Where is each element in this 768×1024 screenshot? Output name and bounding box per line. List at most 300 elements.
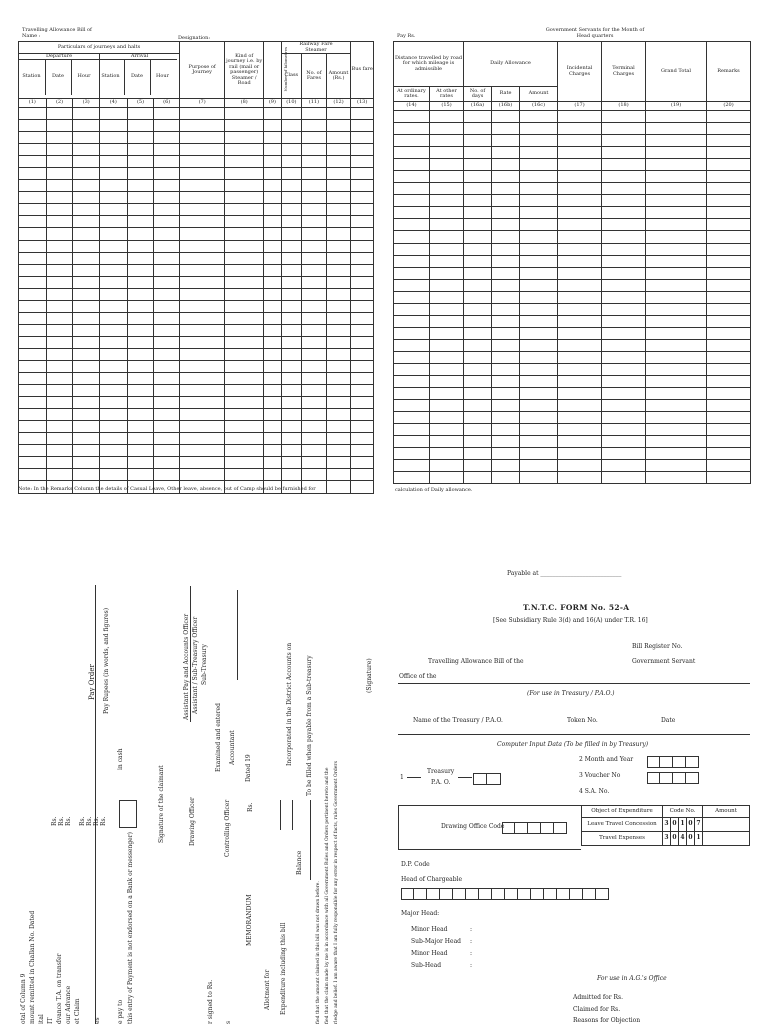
table-cell[interactable] xyxy=(464,123,492,135)
table-cell[interactable] xyxy=(602,327,646,339)
table-cell[interactable] xyxy=(430,135,464,147)
table-cell[interactable] xyxy=(154,445,180,457)
table-cell[interactable] xyxy=(520,315,558,327)
table-cell[interactable] xyxy=(430,183,464,195)
table-cell[interactable] xyxy=(225,397,264,409)
table-cell[interactable] xyxy=(154,132,180,144)
table-cell[interactable] xyxy=(73,312,100,324)
table-cell[interactable] xyxy=(127,192,154,204)
table-cell[interactable] xyxy=(602,460,646,472)
head-box[interactable] xyxy=(414,888,427,900)
table-cell[interactable] xyxy=(19,288,47,300)
table-cell[interactable] xyxy=(351,192,374,204)
head-box[interactable] xyxy=(518,888,531,900)
table-cell[interactable] xyxy=(351,204,374,216)
table-cell[interactable] xyxy=(73,144,100,156)
table-cell[interactable] xyxy=(264,288,281,300)
table-cell[interactable] xyxy=(602,315,646,327)
table-cell[interactable] xyxy=(394,472,430,484)
table-cell[interactable] xyxy=(180,312,225,324)
table-cell[interactable] xyxy=(394,207,430,219)
table-cell[interactable] xyxy=(394,159,430,171)
table-cell[interactable] xyxy=(180,204,225,216)
table-cell[interactable] xyxy=(46,228,73,240)
table-cell[interactable] xyxy=(281,120,302,132)
table-cell[interactable] xyxy=(100,385,128,397)
table-cell[interactable] xyxy=(351,252,374,264)
table-cell[interactable] xyxy=(73,192,100,204)
table-cell[interactable] xyxy=(558,231,602,243)
table-cell[interactable] xyxy=(646,388,707,400)
table-cell[interactable] xyxy=(602,243,646,255)
table-cell[interactable] xyxy=(492,171,520,183)
table-cell[interactable] xyxy=(326,168,351,180)
table-cell[interactable] xyxy=(351,168,374,180)
table-cell[interactable] xyxy=(464,291,492,303)
table-cell[interactable] xyxy=(264,252,281,264)
table-cell[interactable] xyxy=(100,324,128,336)
table-cell[interactable] xyxy=(264,433,281,445)
table-cell[interactable] xyxy=(281,240,302,252)
table-cell[interactable] xyxy=(602,291,646,303)
table-cell[interactable] xyxy=(19,385,47,397)
table-cell[interactable] xyxy=(558,327,602,339)
table-cell[interactable] xyxy=(100,445,128,457)
table-cell[interactable] xyxy=(351,336,374,348)
table-cell[interactable] xyxy=(225,360,264,372)
table-cell[interactable] xyxy=(46,421,73,433)
table-cell[interactable] xyxy=(46,276,73,288)
table-cell[interactable] xyxy=(430,388,464,400)
head-box[interactable] xyxy=(401,888,414,900)
table-cell[interactable] xyxy=(127,204,154,216)
table-cell[interactable] xyxy=(351,481,374,493)
table-cell[interactable] xyxy=(492,327,520,339)
table-cell[interactable] xyxy=(180,108,225,120)
table-cell[interactable] xyxy=(264,276,281,288)
table-cell[interactable] xyxy=(154,216,180,228)
table-cell[interactable] xyxy=(225,288,264,300)
table-cell[interactable] xyxy=(127,348,154,360)
table-cell[interactable] xyxy=(558,400,602,412)
table-cell[interactable] xyxy=(73,457,100,469)
table-cell[interactable] xyxy=(225,156,264,168)
table-cell[interactable] xyxy=(19,240,47,252)
table-cell[interactable] xyxy=(351,216,374,228)
table-cell[interactable] xyxy=(520,424,558,436)
table-cell[interactable] xyxy=(73,348,100,360)
table-cell[interactable] xyxy=(225,457,264,469)
table-cell[interactable] xyxy=(100,144,128,156)
table-cell[interactable] xyxy=(19,216,47,228)
table-cell[interactable] xyxy=(281,348,302,360)
table-cell[interactable] xyxy=(302,180,327,192)
table-cell[interactable] xyxy=(492,376,520,388)
table-cell[interactable] xyxy=(326,192,351,204)
table-cell[interactable] xyxy=(100,360,128,372)
table-cell[interactable] xyxy=(154,312,180,324)
table-cell[interactable] xyxy=(646,123,707,135)
table-cell[interactable] xyxy=(646,460,707,472)
table-cell[interactable] xyxy=(100,216,128,228)
table-cell[interactable] xyxy=(180,300,225,312)
table-cell[interactable] xyxy=(351,264,374,276)
table-cell[interactable] xyxy=(707,351,751,363)
table-cell[interactable] xyxy=(127,300,154,312)
table-cell[interactable] xyxy=(602,472,646,484)
table-cell[interactable] xyxy=(100,433,128,445)
table-cell[interactable] xyxy=(394,195,430,207)
table-cell[interactable] xyxy=(351,385,374,397)
table-cell[interactable] xyxy=(558,219,602,231)
table-cell[interactable] xyxy=(302,168,327,180)
table-cell[interactable] xyxy=(492,279,520,291)
table-cell[interactable] xyxy=(100,132,128,144)
table-cell[interactable] xyxy=(73,360,100,372)
table-cell[interactable] xyxy=(464,195,492,207)
table-cell[interactable] xyxy=(394,183,430,195)
treasury-boxes[interactable] xyxy=(473,770,501,789)
table-cell[interactable] xyxy=(225,324,264,336)
table-cell[interactable] xyxy=(707,400,751,412)
table-cell[interactable] xyxy=(646,436,707,448)
table-cell[interactable] xyxy=(46,240,73,252)
table-cell[interactable] xyxy=(73,228,100,240)
table-cell[interactable] xyxy=(520,436,558,448)
table-cell[interactable] xyxy=(264,324,281,336)
table-cell[interactable] xyxy=(394,255,430,267)
table-cell[interactable] xyxy=(154,264,180,276)
table-cell[interactable] xyxy=(520,195,558,207)
table-cell[interactable] xyxy=(492,448,520,460)
table-cell[interactable] xyxy=(281,457,302,469)
table-cell[interactable] xyxy=(464,159,492,171)
head-box[interactable] xyxy=(466,888,479,900)
table-cell[interactable] xyxy=(646,315,707,327)
table-cell[interactable] xyxy=(19,433,47,445)
table-cell[interactable] xyxy=(264,168,281,180)
table-cell[interactable] xyxy=(520,147,558,159)
table-cell[interactable] xyxy=(326,433,351,445)
table-cell[interactable] xyxy=(707,195,751,207)
table-cell[interactable] xyxy=(464,472,492,484)
table-cell[interactable] xyxy=(602,363,646,375)
table-cell[interactable] xyxy=(430,351,464,363)
table-cell[interactable] xyxy=(646,159,707,171)
table-cell[interactable] xyxy=(73,336,100,348)
table-cell[interactable] xyxy=(602,171,646,183)
table-cell[interactable] xyxy=(154,288,180,300)
table-cell[interactable] xyxy=(351,276,374,288)
table-cell[interactable] xyxy=(281,252,302,264)
table-cell[interactable] xyxy=(430,219,464,231)
table-cell[interactable] xyxy=(394,351,430,363)
table-cell[interactable] xyxy=(492,424,520,436)
table-cell[interactable] xyxy=(127,132,154,144)
table-cell[interactable] xyxy=(127,336,154,348)
table-cell[interactable] xyxy=(302,120,327,132)
table-cell[interactable] xyxy=(326,397,351,409)
table-cell[interactable] xyxy=(73,421,100,433)
table-cell[interactable] xyxy=(492,351,520,363)
table-cell[interactable] xyxy=(19,360,47,372)
table-cell[interactable] xyxy=(464,376,492,388)
table-cell[interactable] xyxy=(281,445,302,457)
table-cell[interactable] xyxy=(464,436,492,448)
table-cell[interactable] xyxy=(492,195,520,207)
table-cell[interactable] xyxy=(520,448,558,460)
table-cell[interactable] xyxy=(464,363,492,375)
table-cell[interactable] xyxy=(73,433,100,445)
table-cell[interactable] xyxy=(127,385,154,397)
table-cell[interactable] xyxy=(73,409,100,421)
table-cell[interactable] xyxy=(154,433,180,445)
table-cell[interactable] xyxy=(302,144,327,156)
table-cell[interactable] xyxy=(430,207,464,219)
table-cell[interactable] xyxy=(707,231,751,243)
table-cell[interactable] xyxy=(264,132,281,144)
table-cell[interactable] xyxy=(520,327,558,339)
table-cell[interactable] xyxy=(492,472,520,484)
table-cell[interactable] xyxy=(46,204,73,216)
table-cell[interactable] xyxy=(326,204,351,216)
table-cell[interactable] xyxy=(100,264,128,276)
table-cell[interactable] xyxy=(302,300,327,312)
table-cell[interactable] xyxy=(180,469,225,481)
table-cell[interactable] xyxy=(646,171,707,183)
table-cell[interactable] xyxy=(225,228,264,240)
table-cell[interactable] xyxy=(326,108,351,120)
table-cell[interactable] xyxy=(19,445,47,457)
table-cell[interactable] xyxy=(281,360,302,372)
table-cell[interactable] xyxy=(558,388,602,400)
table-cell[interactable] xyxy=(264,204,281,216)
table-cell[interactable] xyxy=(707,207,751,219)
table-cell[interactable] xyxy=(154,336,180,348)
table-cell[interactable] xyxy=(100,120,128,132)
table-cell[interactable] xyxy=(326,445,351,457)
table-cell[interactable] xyxy=(492,255,520,267)
table-cell[interactable] xyxy=(520,207,558,219)
table-cell[interactable] xyxy=(464,243,492,255)
table-cell[interactable] xyxy=(430,448,464,460)
table-cell[interactable] xyxy=(351,156,374,168)
table-cell[interactable] xyxy=(302,288,327,300)
table-cell[interactable] xyxy=(326,252,351,264)
table-cell[interactable] xyxy=(264,312,281,324)
table-cell[interactable] xyxy=(264,360,281,372)
table-cell[interactable] xyxy=(127,457,154,469)
table-cell[interactable] xyxy=(225,336,264,348)
table-cell[interactable] xyxy=(225,180,264,192)
table-cell[interactable] xyxy=(19,192,47,204)
table-cell[interactable] xyxy=(302,469,327,481)
table-cell[interactable] xyxy=(46,264,73,276)
table-cell[interactable] xyxy=(264,264,281,276)
table-cell[interactable] xyxy=(707,303,751,315)
table-cell[interactable] xyxy=(264,180,281,192)
table-cell[interactable] xyxy=(225,373,264,385)
table-cell[interactable] xyxy=(492,219,520,231)
table-cell[interactable] xyxy=(302,373,327,385)
table-cell[interactable] xyxy=(394,267,430,279)
table-cell[interactable] xyxy=(558,412,602,424)
table-cell[interactable] xyxy=(602,231,646,243)
table-cell[interactable] xyxy=(19,409,47,421)
table-cell[interactable] xyxy=(646,267,707,279)
head-box[interactable] xyxy=(570,888,583,900)
table-cell[interactable] xyxy=(264,240,281,252)
table-cell[interactable] xyxy=(127,409,154,421)
table-cell[interactable] xyxy=(225,120,264,132)
table-cell[interactable] xyxy=(646,472,707,484)
table-cell[interactable] xyxy=(707,412,751,424)
table-cell[interactable] xyxy=(646,279,707,291)
table-cell[interactable] xyxy=(264,108,281,120)
table-cell[interactable] xyxy=(100,421,128,433)
table-cell[interactable] xyxy=(264,120,281,132)
table-cell[interactable] xyxy=(394,243,430,255)
table-cell[interactable] xyxy=(19,469,47,481)
table-cell[interactable] xyxy=(180,252,225,264)
table-cell[interactable] xyxy=(558,207,602,219)
table-cell[interactable] xyxy=(180,156,225,168)
table-cell[interactable] xyxy=(281,409,302,421)
table-cell[interactable] xyxy=(492,231,520,243)
table-cell[interactable] xyxy=(180,373,225,385)
table-cell[interactable] xyxy=(326,228,351,240)
table-cell[interactable] xyxy=(73,240,100,252)
table-cell[interactable] xyxy=(492,339,520,351)
table-cell[interactable] xyxy=(326,336,351,348)
table-cell[interactable] xyxy=(326,180,351,192)
table-cell[interactable] xyxy=(558,111,602,123)
head-box[interactable] xyxy=(505,888,518,900)
table-cell[interactable] xyxy=(225,348,264,360)
table-cell[interactable] xyxy=(46,300,73,312)
table-cell[interactable] xyxy=(154,385,180,397)
table-cell[interactable] xyxy=(326,469,351,481)
table-cell[interactable] xyxy=(100,180,128,192)
table-cell[interactable] xyxy=(73,264,100,276)
table-cell[interactable] xyxy=(520,111,558,123)
table-cell[interactable] xyxy=(430,159,464,171)
table-cell[interactable] xyxy=(281,216,302,228)
table-cell[interactable] xyxy=(19,324,47,336)
table-cell[interactable] xyxy=(430,303,464,315)
table-cell[interactable] xyxy=(73,120,100,132)
table-cell[interactable] xyxy=(46,324,73,336)
table-cell[interactable] xyxy=(19,252,47,264)
table-cell[interactable] xyxy=(464,231,492,243)
table-cell[interactable] xyxy=(225,433,264,445)
table-cell[interactable] xyxy=(46,216,73,228)
table-cell[interactable] xyxy=(520,135,558,147)
table-cell[interactable] xyxy=(464,351,492,363)
table-cell[interactable] xyxy=(180,409,225,421)
table-cell[interactable] xyxy=(326,216,351,228)
table-cell[interactable] xyxy=(46,409,73,421)
table-cell[interactable] xyxy=(127,433,154,445)
table-cell[interactable] xyxy=(430,472,464,484)
table-cell[interactable] xyxy=(558,351,602,363)
table-cell[interactable] xyxy=(180,348,225,360)
table-cell[interactable] xyxy=(520,303,558,315)
table-cell[interactable] xyxy=(154,397,180,409)
table-cell[interactable] xyxy=(430,424,464,436)
table-cell[interactable] xyxy=(707,291,751,303)
table-cell[interactable] xyxy=(558,472,602,484)
table-cell[interactable] xyxy=(492,111,520,123)
table-cell[interactable] xyxy=(326,276,351,288)
table-cell[interactable] xyxy=(302,312,327,324)
table-cell[interactable] xyxy=(73,216,100,228)
table-cell[interactable] xyxy=(646,339,707,351)
table-cell[interactable] xyxy=(225,108,264,120)
table-cell[interactable] xyxy=(281,168,302,180)
table-cell[interactable] xyxy=(464,400,492,412)
head-box[interactable] xyxy=(453,888,466,900)
table-cell[interactable] xyxy=(180,276,225,288)
table-cell[interactable] xyxy=(302,397,327,409)
table-cell[interactable] xyxy=(127,180,154,192)
table-cell[interactable] xyxy=(127,445,154,457)
table-cell[interactable] xyxy=(602,207,646,219)
table-cell[interactable] xyxy=(281,108,302,120)
table-cell[interactable] xyxy=(100,228,128,240)
table-cell[interactable] xyxy=(464,183,492,195)
table-cell[interactable] xyxy=(281,204,302,216)
table-cell[interactable] xyxy=(707,243,751,255)
table-cell[interactable] xyxy=(351,132,374,144)
head-box[interactable] xyxy=(596,888,609,900)
table-cell[interactable] xyxy=(520,219,558,231)
table-cell[interactable] xyxy=(520,388,558,400)
signature-box[interactable] xyxy=(119,800,137,828)
table-cell[interactable] xyxy=(46,397,73,409)
table-cell[interactable] xyxy=(225,204,264,216)
table-cell[interactable] xyxy=(46,336,73,348)
table-cell[interactable] xyxy=(430,171,464,183)
table-cell[interactable] xyxy=(646,303,707,315)
table-cell[interactable] xyxy=(492,147,520,159)
table-cell[interactable] xyxy=(707,424,751,436)
table-cell[interactable] xyxy=(492,183,520,195)
table-cell[interactable] xyxy=(646,255,707,267)
table-cell[interactable] xyxy=(602,376,646,388)
table-cell[interactable] xyxy=(281,336,302,348)
table-cell[interactable] xyxy=(46,168,73,180)
table-cell[interactable] xyxy=(492,135,520,147)
table-cell[interactable] xyxy=(558,147,602,159)
table-cell[interactable] xyxy=(326,312,351,324)
table-cell[interactable] xyxy=(464,339,492,351)
table-cell[interactable] xyxy=(351,228,374,240)
table-cell[interactable] xyxy=(302,228,327,240)
table-cell[interactable] xyxy=(154,108,180,120)
table-cell[interactable] xyxy=(602,123,646,135)
table-cell[interactable] xyxy=(154,204,180,216)
table-cell[interactable] xyxy=(394,327,430,339)
table-cell[interactable] xyxy=(46,445,73,457)
table-cell[interactable] xyxy=(100,300,128,312)
table-cell[interactable] xyxy=(520,376,558,388)
table-cell[interactable] xyxy=(602,448,646,460)
table-cell[interactable] xyxy=(326,120,351,132)
table-cell[interactable] xyxy=(264,457,281,469)
table-cell[interactable] xyxy=(394,400,430,412)
table-cell[interactable] xyxy=(394,303,430,315)
